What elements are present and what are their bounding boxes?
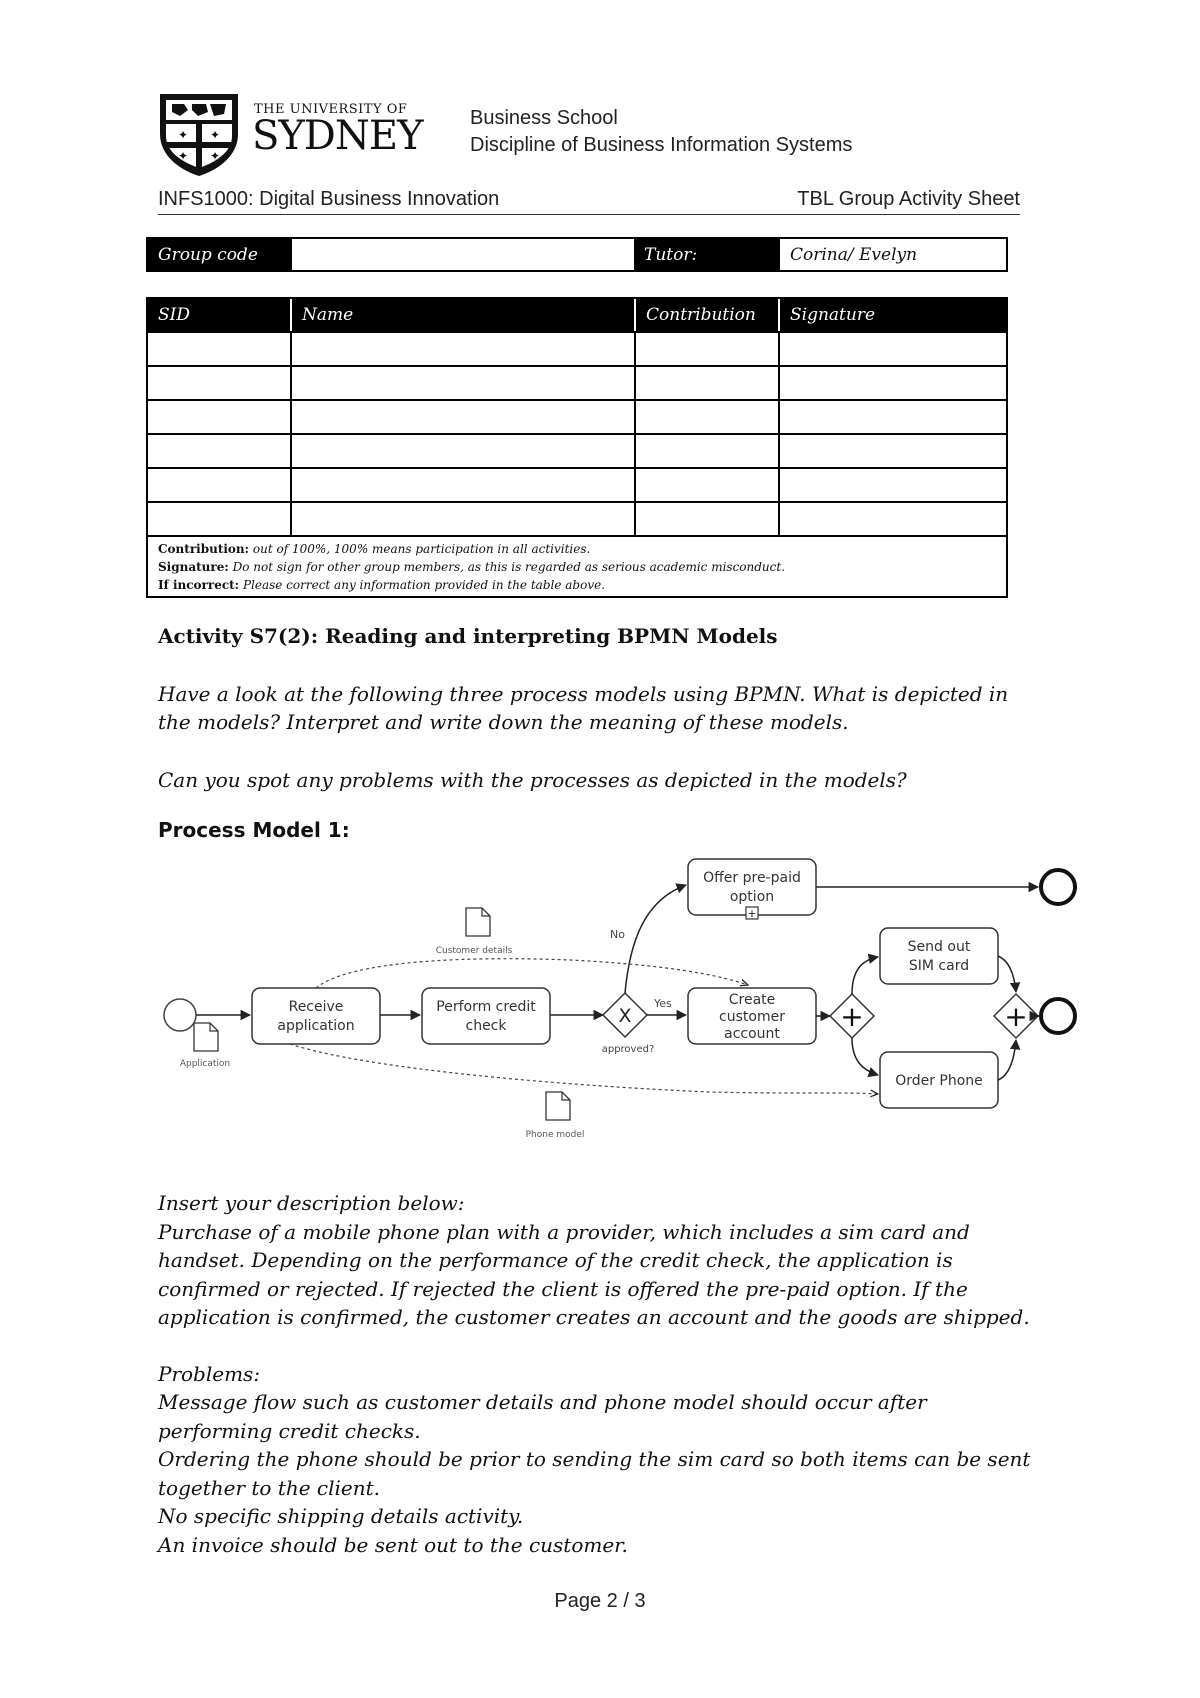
intro-line: the models? Interpret and write down the meaning of these models. — [158, 710, 849, 734]
gateway-label: approved? — [601, 1044, 655, 1055]
activity-title: Activity S7(2): Reading and interpreting BPMN Models — [158, 624, 778, 648]
problem-line: Ordering the phone should be prior to sending the sim card so both items can be sent — [158, 1447, 1031, 1471]
data-object-label: Customer details — [435, 946, 513, 956]
sheet-type: TBL Group Activity Sheet — [797, 188, 1020, 210]
data-object-phone-model — [546, 1092, 570, 1120]
group-code-field[interactable] — [290, 239, 634, 270]
sid-cell[interactable] — [148, 503, 290, 535]
data-object-label: Phone model — [525, 1130, 585, 1140]
description-line: handset. Depending on the performance of the credit check, the application is — [158, 1248, 953, 1272]
school-heading — [470, 105, 852, 159]
group-code-label: Group code — [148, 239, 290, 270]
page-number: Page 2 / 3 — [554, 1590, 646, 1612]
description-line: application is confirmed, the customer creates an account and the goods are shipped. — [158, 1305, 1030, 1329]
sid-cell[interactable] — [148, 367, 290, 399]
contribution-cell[interactable] — [634, 469, 778, 501]
note-text: Please correct any information provided in the table above. — [242, 578, 606, 592]
task-label: account — [724, 1026, 780, 1042]
description-heading: Insert your description below: — [158, 1191, 465, 1215]
header-sid: SID — [148, 299, 290, 331]
problem-line: Message flow such as customer details and phone model should occur after — [158, 1390, 927, 1414]
contribution-cell[interactable] — [634, 503, 778, 535]
sid-cell[interactable] — [148, 333, 290, 365]
data-object-label: Application — [179, 1059, 231, 1069]
tutor-field[interactable]: Corina/ Evelyn — [778, 239, 1006, 270]
contribution-cell[interactable] — [634, 367, 778, 399]
task-label: Send out — [907, 939, 971, 955]
task-label: Receive — [288, 999, 344, 1015]
svg-text:✦: ✦ — [210, 128, 221, 142]
table-row — [148, 401, 1006, 435]
university-name-line1: THE UNIVERSITY OF — [254, 102, 408, 117]
members-table-header — [148, 299, 1006, 333]
task-label: Create — [728, 992, 776, 1008]
end-event-main — [1041, 999, 1075, 1033]
university-name-line2: SYDNEY — [252, 113, 423, 159]
contribution-cell[interactable] — [634, 333, 778, 365]
course-line — [158, 188, 1020, 215]
gateway-x-icon: X — [618, 1005, 632, 1027]
svg-text:✦: ✦ — [210, 149, 221, 163]
task-label: Perform credit — [436, 999, 536, 1015]
problem-line: performing credit checks. — [158, 1418, 421, 1443]
plus-icon: + — [747, 907, 757, 920]
process-model-title: Process Model 1: — [158, 818, 350, 842]
members-table — [146, 297, 1008, 598]
contribution-cell[interactable] — [634, 401, 778, 433]
description-line: Purchase of a mobile phone plan with a provider, which includes a sim card and — [158, 1219, 970, 1244]
signature-cell[interactable] — [778, 469, 1006, 501]
header-signature: Signature — [778, 299, 1006, 331]
header-contribution: Contribution — [634, 299, 778, 331]
signature-cell[interactable] — [778, 333, 1006, 365]
contribution-cell[interactable] — [634, 435, 778, 467]
note-text: out of 100%, 100% means participation in all activities. — [252, 542, 591, 556]
task-send-out-sim-card — [880, 928, 998, 984]
problems-heading: Problems: — [158, 1361, 261, 1386]
activity-question: Can you spot any problems with the processes as depicted in the models? — [158, 768, 907, 792]
task-label: option — [729, 889, 775, 905]
branch-label-no: No — [610, 928, 625, 941]
name-cell[interactable] — [290, 503, 634, 535]
name-cell[interactable] — [290, 401, 634, 433]
school-name: Business School — [470, 107, 618, 129]
table-notes — [148, 537, 1006, 596]
table-row — [148, 435, 1006, 469]
tutor-label: Tutor: — [634, 239, 778, 270]
note-text: Do not sign for other group members, as this is regarded as serious academic misconduct. — [232, 560, 786, 574]
signature-cell[interactable] — [778, 367, 1006, 399]
task-label: customer — [719, 1009, 785, 1025]
task-perform-credit-check — [422, 988, 550, 1044]
problem-line: together to the client. — [158, 1475, 381, 1500]
start-event — [164, 999, 196, 1031]
activity-intro — [158, 680, 1038, 736]
sid-cell[interactable] — [148, 401, 290, 433]
end-event-prepaid — [1041, 870, 1075, 904]
discipline-name: Discipline of Business Information Systems — [470, 134, 853, 156]
note-signature — [158, 558, 996, 576]
bpmn-diagram — [150, 830, 1150, 1160]
signature-cell[interactable] — [778, 503, 1006, 535]
table-row — [148, 469, 1006, 503]
svg-text:✦: ✦ — [178, 128, 189, 142]
task-label: Order Phone — [895, 1073, 983, 1089]
group-info-table — [146, 237, 1008, 272]
header-name: Name — [290, 299, 634, 331]
table-row — [148, 503, 1006, 537]
table-row — [148, 367, 1006, 401]
signature-cell[interactable] — [778, 401, 1006, 433]
table-row — [148, 333, 1006, 367]
plus-icon: + — [1004, 1000, 1028, 1033]
note-if-incorrect — [158, 576, 996, 594]
signature-cell[interactable] — [778, 435, 1006, 467]
task-label: Offer pre-paid — [703, 870, 801, 886]
data-object-customer-details — [466, 908, 490, 936]
sid-cell[interactable] — [148, 469, 290, 501]
name-cell[interactable] — [290, 333, 634, 365]
description-section — [158, 1189, 1058, 1559]
note-contribution — [158, 540, 996, 558]
description-line: confirmed or rejected. If rejected the client is offered the pre-paid option. If the — [158, 1276, 968, 1301]
task-label: SIM card — [908, 958, 970, 974]
name-cell[interactable] — [290, 367, 634, 399]
note-label: Signature: — [158, 560, 229, 574]
plus-icon: + — [840, 1000, 864, 1033]
problem-line: No specific shipping details activity. — [158, 1504, 524, 1528]
task-label: application — [277, 1018, 355, 1034]
sid-cell[interactable] — [148, 435, 290, 467]
svg-text:✦: ✦ — [178, 149, 189, 163]
note-label: If incorrect: — [158, 578, 240, 592]
data-object-application — [194, 1023, 218, 1051]
university-logo — [158, 90, 423, 176]
task-label: check — [465, 1018, 507, 1034]
name-cell[interactable] — [290, 469, 634, 501]
intro-line: Have a look at the following three process models using BPMN. What is depicted in — [158, 682, 1009, 706]
course-name: INFS1000: Digital Business Innovation — [158, 188, 500, 210]
note-label: Contribution: — [158, 542, 250, 556]
task-receive-application — [252, 988, 380, 1044]
name-cell[interactable] — [290, 435, 634, 467]
problem-line: An invoice should be sent out to the customer. — [158, 1532, 628, 1557]
branch-label-yes: Yes — [654, 997, 672, 1010]
